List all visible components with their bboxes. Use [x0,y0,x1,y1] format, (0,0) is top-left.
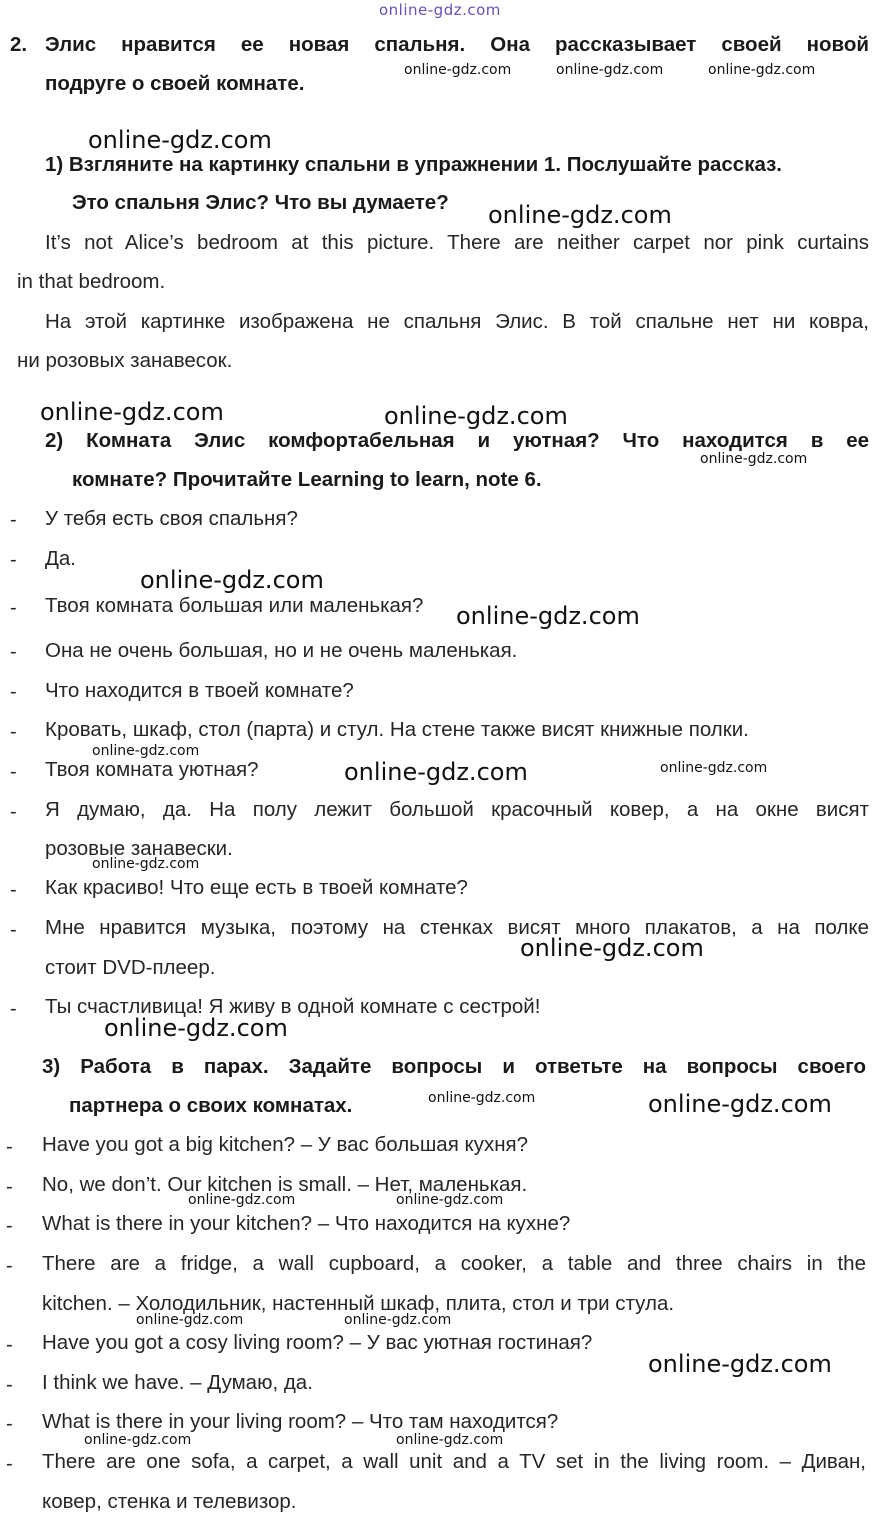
list-dash: - [10,919,17,941]
watermark: online-gdz.com [708,62,816,78]
watermark: online-gdz.com [344,758,528,786]
list-dash: - [10,879,17,901]
dialog-line-continued: kitchen. – Холодильник, настенный шкаф, плита, стол и три стула. [42,1292,675,1315]
dialog-line: Она не очень большая, но и не очень маленькая. [45,639,518,662]
watermark: online-gdz.com [92,743,200,759]
watermark: online-gdz.com [92,856,200,872]
list-dash: - [6,1215,13,1237]
list-dash: - [6,1334,13,1356]
list-dash: - [6,1176,13,1198]
task3-heading-line-2: партнера о своих комнатах. [69,1094,353,1117]
list-dash: - [10,549,17,571]
watermark: online-gdz.com [88,126,272,154]
task2-heading-line-1: 2) Комната Элис комфортабельная и уютная? Что находится в ее [45,429,869,452]
watermark-top: online-gdz.com [379,1,501,19]
watermark: online-gdz.com [660,760,768,776]
dialog-line: Да. [45,547,76,570]
task2-heading-line-2: комнате? Прочитайте Learning to learn, note 6. [72,468,542,491]
list-dash: - [10,597,17,619]
watermark: online-gdz.com [404,62,512,78]
watermark: online-gdz.com [700,451,808,467]
list-dash: - [10,801,17,823]
dialog-line: Твоя комната большая или маленькая? [45,594,424,617]
watermark: online-gdz.com [140,566,324,594]
dialog-line-continued: розовые занавески. [45,837,233,860]
watermark: online-gdz.com [648,1090,832,1118]
watermark: online-gdz.com [520,934,704,962]
dialog-line: У тебя есть своя спальня? [45,507,298,530]
watermark: online-gdz.com [104,1014,288,1042]
dialog-line: There are a fridge, a wall cupboard, a cooker, a table and three chairs in the [42,1252,866,1275]
list-dash: - [10,998,17,1020]
dialog-line: Кровать, шкаф, стол (парта) и стул. На стене также висят книжные полки. [45,718,749,741]
task3-heading-line-1: 3) Работа в парах. Задайте вопросы и ответьте на вопросы своего [42,1055,866,1078]
list-dash: - [6,1413,13,1435]
dialog-line-continued: стоит DVD-плеер. [45,956,216,979]
watermark: online-gdz.com [136,1312,244,1328]
watermark: online-gdz.com [84,1432,192,1448]
watermark: online-gdz.com [456,602,640,630]
dialog-line: There are one sofa, a carpet, a wall unit and a TV set in the living room. – Диван, [42,1450,866,1473]
list-dash: - [10,681,17,703]
dialog-line: Have you got a cosy living room? – У вас уютная гостиная? [42,1331,593,1354]
task1-heading-line-1: 1) Взгляните на картинку спальни в упражнении 1. Послушайте рассказ. [45,153,782,176]
list-dash: - [6,1136,13,1158]
task1-answer-en-line-2: in that bedroom. [17,270,166,293]
task1-heading-line-2: Это спальня Элис? Что вы думаете? [72,191,449,214]
task1-answer-en-line-1: It’s not Alice’s bedroom at this picture. There are neither carpet nor pink curtains [45,231,869,254]
watermark: online-gdz.com [488,201,672,229]
dialog-line: Ты счастливица! Я живу в одной комнате с сестрой! [45,995,541,1018]
dialog-line: Что находится в твоей комнате? [45,679,354,702]
list-dash: - [6,1453,13,1475]
watermark: online-gdz.com [428,1090,536,1106]
dialog-line: What is there in your living room? – Что там находится? [42,1410,559,1433]
list-dash: - [6,1255,13,1277]
exercise-number: 2. [10,33,28,56]
task1-answer-ru-line-2: ни розовых занавесок. [17,349,233,372]
watermark: online-gdz.com [648,1350,832,1378]
watermark: online-gdz.com [40,398,224,426]
watermark: online-gdz.com [556,62,664,78]
list-dash: - [10,509,17,531]
exercise-title-line-2: подруге о своей комнате. [45,72,305,95]
list-dash: - [6,1374,13,1396]
watermark: online-gdz.com [384,402,568,430]
watermark: online-gdz.com [344,1312,452,1328]
dialog-line-continued: ковер, стенка и телевизор. [42,1490,297,1513]
list-dash: - [10,641,17,663]
dialog-line: No, we don’t. Our kitchen is small. – Нет, маленькая. [42,1173,528,1196]
dialog-line: Твоя комната уютная? [45,758,259,781]
dialog-line: What is there in your kitchen? – Что находится на кухне? [42,1212,571,1235]
watermark: online-gdz.com [188,1192,296,1208]
dialog-line: Я думаю, да. На полу лежит большой красочный ковер, а на окне висят [45,798,869,821]
dialog-line: Мне нравится музыка, поэтому на стенках висят много плакатов, а на полке [45,916,869,939]
list-dash: - [10,721,17,743]
list-dash: - [10,761,17,783]
dialog-line: Как красиво! Что еще есть в твоей комнате? [45,876,468,899]
dialog-line: I think we have. – Думаю, да. [42,1371,313,1394]
watermark: online-gdz.com [396,1192,504,1208]
task1-answer-ru-line-1: На этой картинке изображена не спальня Элис. В той спальне нет ни ковра, [45,310,869,333]
dialog-line: Have you got a big kitchen? – У вас большая кухня? [42,1133,529,1156]
exercise-title-line-1: Элис нравится ее новая спальня. Она рассказывает своей новой [45,33,869,56]
watermark: online-gdz.com [396,1432,504,1448]
